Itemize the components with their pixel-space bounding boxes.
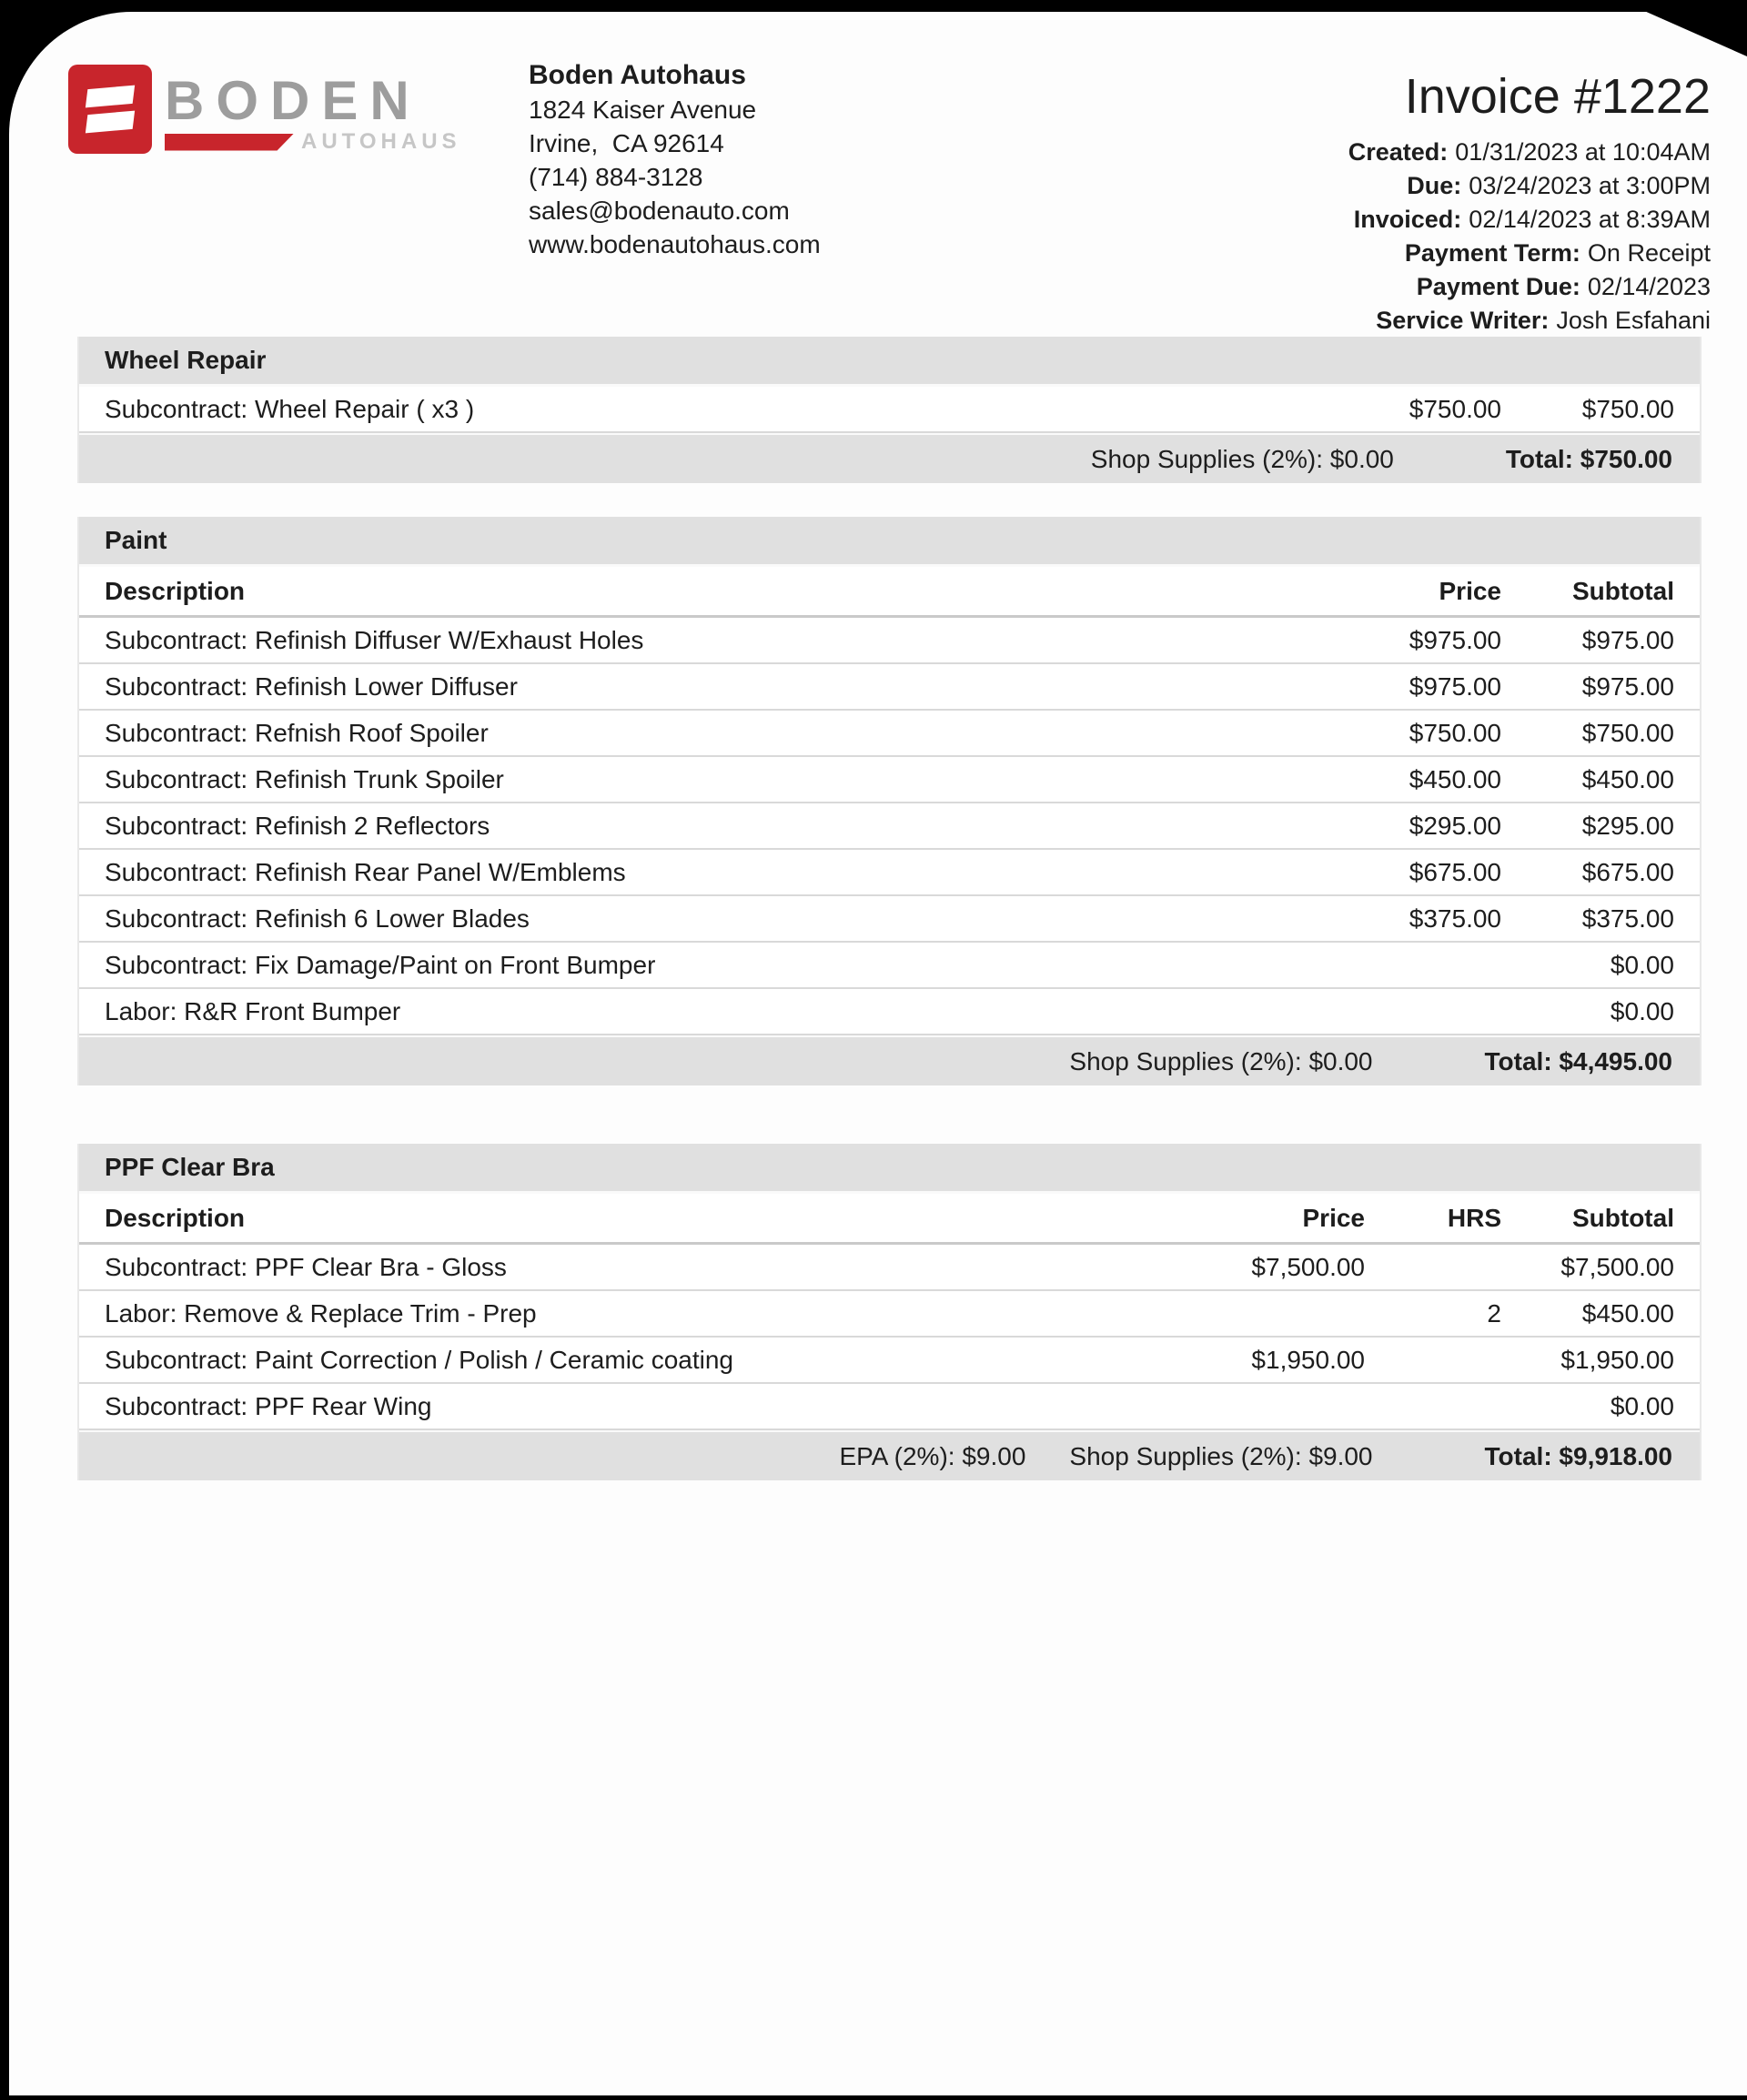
cell-description: Subcontract: Refinish 2 Reflectors (105, 811, 490, 840)
logo-wordmark (165, 65, 461, 155)
table-header-row (79, 1194, 1700, 1245)
cell-description: Subcontract: Fix Damage/Paint on Front Bumper (105, 950, 656, 979)
cell-subtotal: $675.00 (1581, 857, 1674, 886)
boden-logo-icon (68, 65, 152, 154)
footer-item: EPA (2%): $9.00 (839, 1441, 1026, 1470)
invoice-sections (77, 337, 1702, 1480)
table-row (79, 1338, 1700, 1384)
company-contact-line: (714) 884-3128 (529, 163, 703, 191)
cell-description: Subcontract: PPF Clear Bra - Gloss (105, 1252, 507, 1281)
meta-label: Created: (1348, 138, 1449, 166)
boden-logo (68, 50, 496, 155)
meta-label: Invoiced: (1353, 206, 1462, 233)
meta-value: 02/14/2023 at 8:39AM (1469, 206, 1711, 233)
invoice-section (77, 337, 1702, 483)
table-row (79, 387, 1700, 433)
table-row (79, 664, 1700, 711)
cell-price: $750.00 (1409, 394, 1501, 423)
cell-subtotal: $975.00 (1581, 625, 1674, 654)
cell-subtotal: $7,500.00 (1560, 1252, 1674, 1281)
column-header-subtotal: Subtotal (1572, 576, 1674, 605)
company-contact-line: sales@bodenauto.com (529, 197, 790, 225)
invoice-meta-line (1348, 136, 1711, 169)
cell-description: Subcontract: Refinish 6 Lower Blades (105, 904, 530, 933)
cell-subtotal: $0.00 (1610, 1391, 1674, 1420)
meta-value: 02/14/2023 (1587, 273, 1711, 300)
cell-price: $1,950.00 (1251, 1345, 1365, 1374)
cell-description: Subcontract: Refinish Diffuser W/Exhaust Holes (105, 625, 644, 654)
table-row (79, 1384, 1700, 1430)
company-info (529, 50, 821, 261)
invoice-section (77, 517, 1702, 1085)
cell-hrs: 2 (1487, 1298, 1501, 1328)
invoice-meta-line (1348, 270, 1711, 304)
table-row (79, 757, 1700, 803)
section-title: PPF Clear Bra (79, 1144, 1700, 1194)
cell-subtotal: $750.00 (1581, 394, 1674, 423)
column-header-subtotal: Subtotal (1572, 1203, 1674, 1232)
logo-bar-top (86, 86, 135, 108)
company-contact-line: 1824 Kaiser Avenue (529, 96, 757, 124)
column-header-price: Price (1439, 576, 1501, 605)
cell-subtotal: $0.00 (1610, 950, 1674, 979)
cell-description: Subcontract: Paint Correction / Polish / Ceramic coating (105, 1345, 733, 1374)
company-name: Boden Autohaus (529, 60, 746, 90)
meta-value: 01/31/2023 at 10:04AM (1455, 138, 1711, 166)
column-header-description: Description (105, 1203, 246, 1232)
footer-total: Total: $9,918.00 (1484, 1441, 1672, 1470)
cell-description: Subcontract: Refnish Roof Spoiler (105, 718, 489, 747)
table-row (79, 618, 1700, 664)
invoice-meta-lines (1348, 136, 1711, 338)
meta-label: Due: (1407, 172, 1462, 199)
table-row (79, 803, 1700, 850)
cell-subtotal: $1,950.00 (1560, 1345, 1674, 1374)
cell-price: $675.00 (1409, 857, 1501, 886)
cell-price: $750.00 (1409, 718, 1501, 747)
meta-label: Service Writer: (1376, 307, 1550, 334)
section-title: Paint (79, 517, 1700, 567)
footer-item: Shop Supplies (2%): $9.00 (1069, 1441, 1373, 1470)
invoice-meta-line (1348, 169, 1711, 203)
table-row (79, 850, 1700, 896)
cell-subtotal: $295.00 (1581, 811, 1674, 840)
logo-sub-text: AUTOHAUS (301, 129, 461, 154)
logo-red-underline (165, 134, 294, 151)
table-row (79, 1291, 1700, 1338)
column-header-price: Price (1302, 1203, 1365, 1232)
footer-total: Total: $4,495.00 (1484, 1046, 1672, 1075)
invoice-section (77, 1144, 1702, 1480)
meta-value: 03/24/2023 at 3:00PM (1469, 172, 1711, 199)
table-row (79, 989, 1700, 1035)
cell-price: $450.00 (1409, 764, 1501, 793)
invoice-meta-line (1348, 237, 1711, 270)
cell-price: $975.00 (1409, 671, 1501, 701)
invoice-page (9, 12, 1747, 2095)
footer-item: Shop Supplies (2%): $0.00 (1069, 1046, 1373, 1075)
footer-total: Total: $750.00 (1505, 444, 1672, 473)
invoice-meta-line (1348, 203, 1711, 237)
company-contact-line: Irvine, CA 92614 (529, 129, 724, 157)
table-header-row (79, 567, 1700, 618)
meta-label: Payment Due: (1416, 273, 1580, 300)
section-title: Wheel Repair (79, 337, 1700, 387)
column-header-description: Description (105, 576, 246, 605)
column-header-hrs: HRS (1447, 1203, 1501, 1232)
cell-description: Subcontract: Refinish Trunk Spoiler (105, 764, 504, 793)
cell-description: Subcontract: Wheel Repair ( x3 ) (105, 394, 475, 423)
cell-price: $975.00 (1409, 625, 1501, 654)
table-row (79, 1245, 1700, 1291)
meta-value: Josh Esfahani (1556, 307, 1711, 334)
meta-label: Payment Term: (1404, 239, 1580, 267)
cell-description: Labor: R&R Front Bumper (105, 996, 401, 1025)
cell-price: $7,500.00 (1251, 1252, 1365, 1281)
table-row (79, 943, 1700, 989)
cell-price: $375.00 (1409, 904, 1501, 933)
cell-subtotal: $0.00 (1610, 996, 1674, 1025)
cell-description: Labor: Remove & Replace Trim - Prep (105, 1298, 537, 1328)
table-row (79, 711, 1700, 757)
logo-bar-bottom (86, 111, 135, 134)
company-contact-line: www.bodenautohaus.com (529, 230, 821, 258)
invoice-header (9, 12, 1747, 334)
cell-subtotal: $450.00 (1581, 1298, 1674, 1328)
invoice-meta-line (1348, 304, 1711, 338)
cell-price: $295.00 (1409, 811, 1501, 840)
cell-description: Subcontract: PPF Rear Wing (105, 1391, 432, 1420)
invoice-title: Invoice #1222 (1404, 69, 1711, 124)
cell-subtotal: $450.00 (1581, 764, 1674, 793)
meta-value: On Receipt (1587, 239, 1711, 267)
cell-subtotal: $375.00 (1581, 904, 1674, 933)
cell-description: Subcontract: Refinish Lower Diffuser (105, 671, 518, 701)
cell-subtotal: $975.00 (1581, 671, 1674, 701)
cell-subtotal: $750.00 (1581, 718, 1674, 747)
logo-brand-text: BODEN (165, 70, 421, 131)
table-row (79, 896, 1700, 943)
cell-description: Subcontract: Refinish Rear Panel W/Emblems (105, 857, 626, 886)
section-footer (79, 433, 1700, 483)
invoice-meta-block (1348, 50, 1711, 338)
section-footer (79, 1430, 1700, 1480)
section-footer (79, 1035, 1700, 1085)
company-contact-lines (529, 93, 821, 261)
footer-item: Shop Supplies (2%): $0.00 (1090, 444, 1394, 473)
